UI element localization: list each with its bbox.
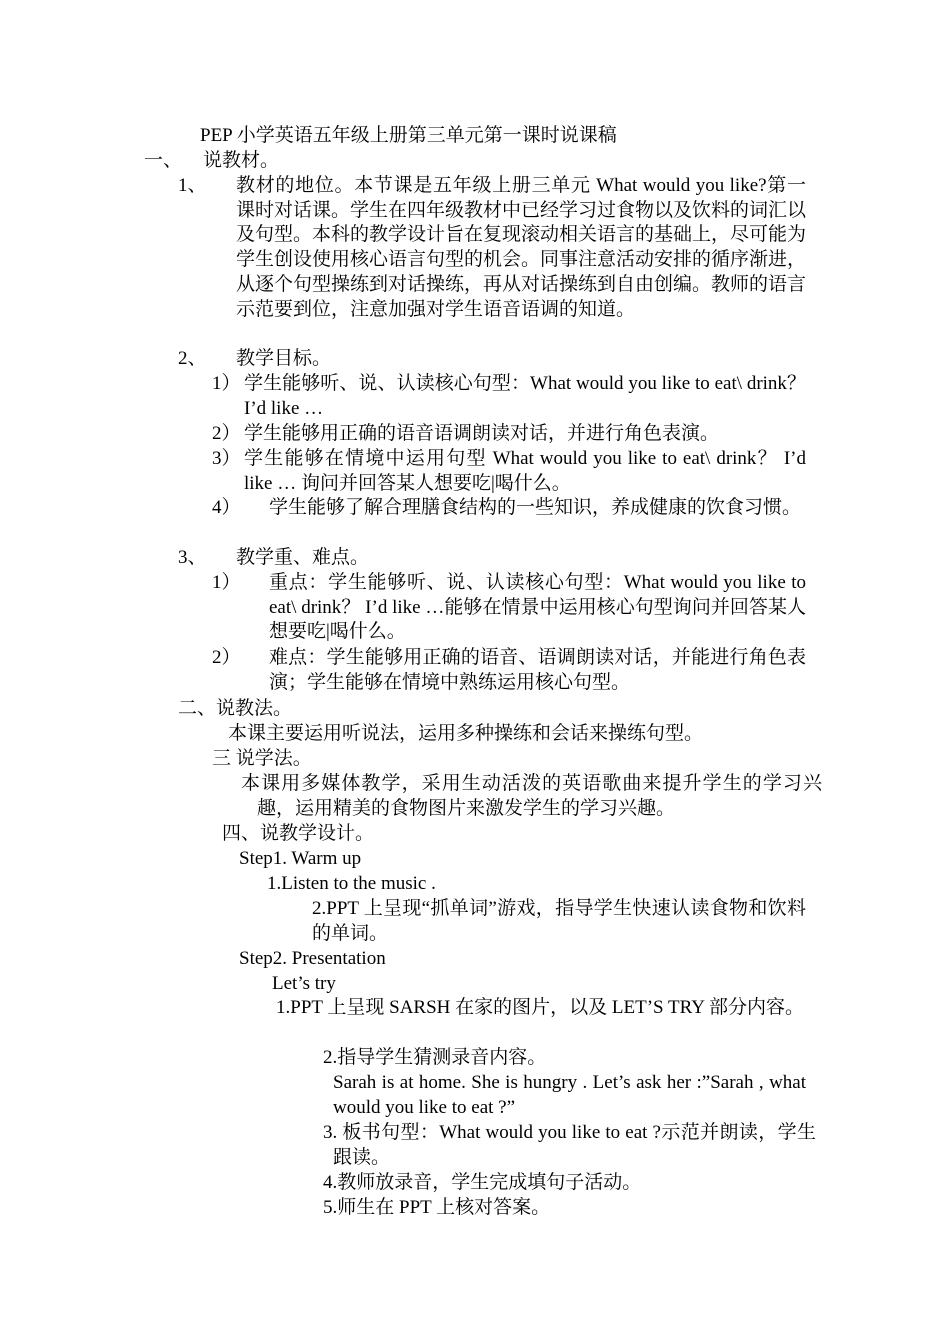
s1-item3-number: 3、 — [178, 547, 207, 568]
s1-item2-sub1-text: 学生能够听、说、认读核心句型：What would you like to eat\ drink？ I’d like … — [244, 373, 806, 419]
step2-item5: 5.师生在 PPT 上核对答案。 — [323, 1197, 551, 1218]
s1-item3-sub1-number: 1） — [212, 572, 241, 593]
s1-item1-text: 教材的地位。本节课是五年级上册三单元 What would you like?第一课时对话课。学生在四年级教材中已经学习过食物以及饮料的词汇以及句型。本科的教学设计旨在复现滚动相关语言的基础上，尽可能为学生创设使用核心语言句型的机会。同事注意活动安排的循序渐进，从逐个句型操练到对话操练，再从对话操练到自由创编。教师的语言示范要到位，注意加强对学生语音语调的知道。 — [236, 175, 807, 320]
s1-item2-sub2-number: 2） — [212, 423, 241, 444]
s1-item2-heading: 教学目标。 — [236, 348, 332, 369]
step2-item2: 2.指导学生猜测录音内容。 — [323, 1047, 547, 1068]
s1-item3-heading: 教学重、难点。 — [236, 547, 370, 568]
s1-item2-sub3-text: 学生能够在情境中运用句型 What would you like to eat\ drink？ I’d like … 询问并回答某人想要吃|喝什么。 — [244, 448, 806, 494]
s1-item2-sub2-text: 学生能够用正确的语音语调朗读对话，并进行角色表演。 — [244, 423, 720, 444]
step2-item3: 3. 板书句型：What would you like to eat ?示范并朗读，学生跟读。 — [323, 1122, 816, 1168]
s1-item3-sub2-text: 难点：学生能够用正确的语音、语调朗读对话，并能进行角色表演；学生能够在情境中熟练运用核心句型。 — [269, 647, 806, 693]
s1-item3-sub1-text: 重点：学生能够听、说、认读核心句型：What would you like to eat\ drink？ I’d like …能够在情景中运用核心句型询问并回答某人想要吃|喝什么。 — [269, 572, 806, 643]
section3-text-content: 本课用多媒体教学，采用生动活泼的英语歌曲来提升学生的学习兴趣，运用精美的食物图片来激发学生的学习兴趣。 — [241, 773, 822, 819]
section2-heading: 二、说教法。 — [178, 698, 293, 719]
step2-subheading: Let’s try — [272, 973, 336, 994]
s1-item3-sub2-number: 2） — [212, 647, 241, 668]
step1-item1: 1.Listen to the music . — [267, 873, 436, 894]
section1-heading: 说教材。 — [203, 150, 280, 171]
section3-text — [241, 772, 822, 821]
s1-item2-sub1-number: 1） — [212, 373, 241, 394]
s1-item2-number: 2、 — [178, 348, 207, 369]
step2-item1: 1.PPT 上呈现 SARSH 在家的图片，以及 LET’S TRY 部分内容。 — [276, 997, 805, 1018]
step1-heading: Step1. Warm up — [239, 848, 362, 869]
step2-heading: Step2. Presentation — [239, 948, 386, 969]
step1-item2: 2.PPT 上呈现“抓单词”游戏，指导学生快速认读食物和饮料的单词。 — [312, 898, 806, 944]
step2-item4: 4.教师放录音，学生完成填句子活动。 — [323, 1172, 642, 1193]
s1-item2-sub4-text: 学生能够了解合理膳食结构的一些知识，养成健康的饮食习惯。 — [269, 497, 802, 518]
section2-text: 本课主要运用听说法，运用多种操练和会话来操练句型。 — [228, 723, 704, 744]
s1-item1-number: 1、 — [178, 175, 207, 196]
step2-item2-text: Sarah is at home. She is hungry . Let’s ask her :”Sarah , what would you like to eat ?” — [333, 1072, 806, 1118]
document-title: PEP 小学英语五年级上册第三单元第一课时说课稿 — [200, 125, 617, 146]
s1-item2-sub4-number: 4） — [212, 497, 241, 518]
s1-item2-sub3-number: 3） — [212, 448, 241, 469]
section1-number: 一、 — [144, 150, 183, 171]
section4-heading: 四、说教学设计。 — [222, 823, 375, 844]
section3-heading: 三 说学法。 — [212, 748, 312, 769]
